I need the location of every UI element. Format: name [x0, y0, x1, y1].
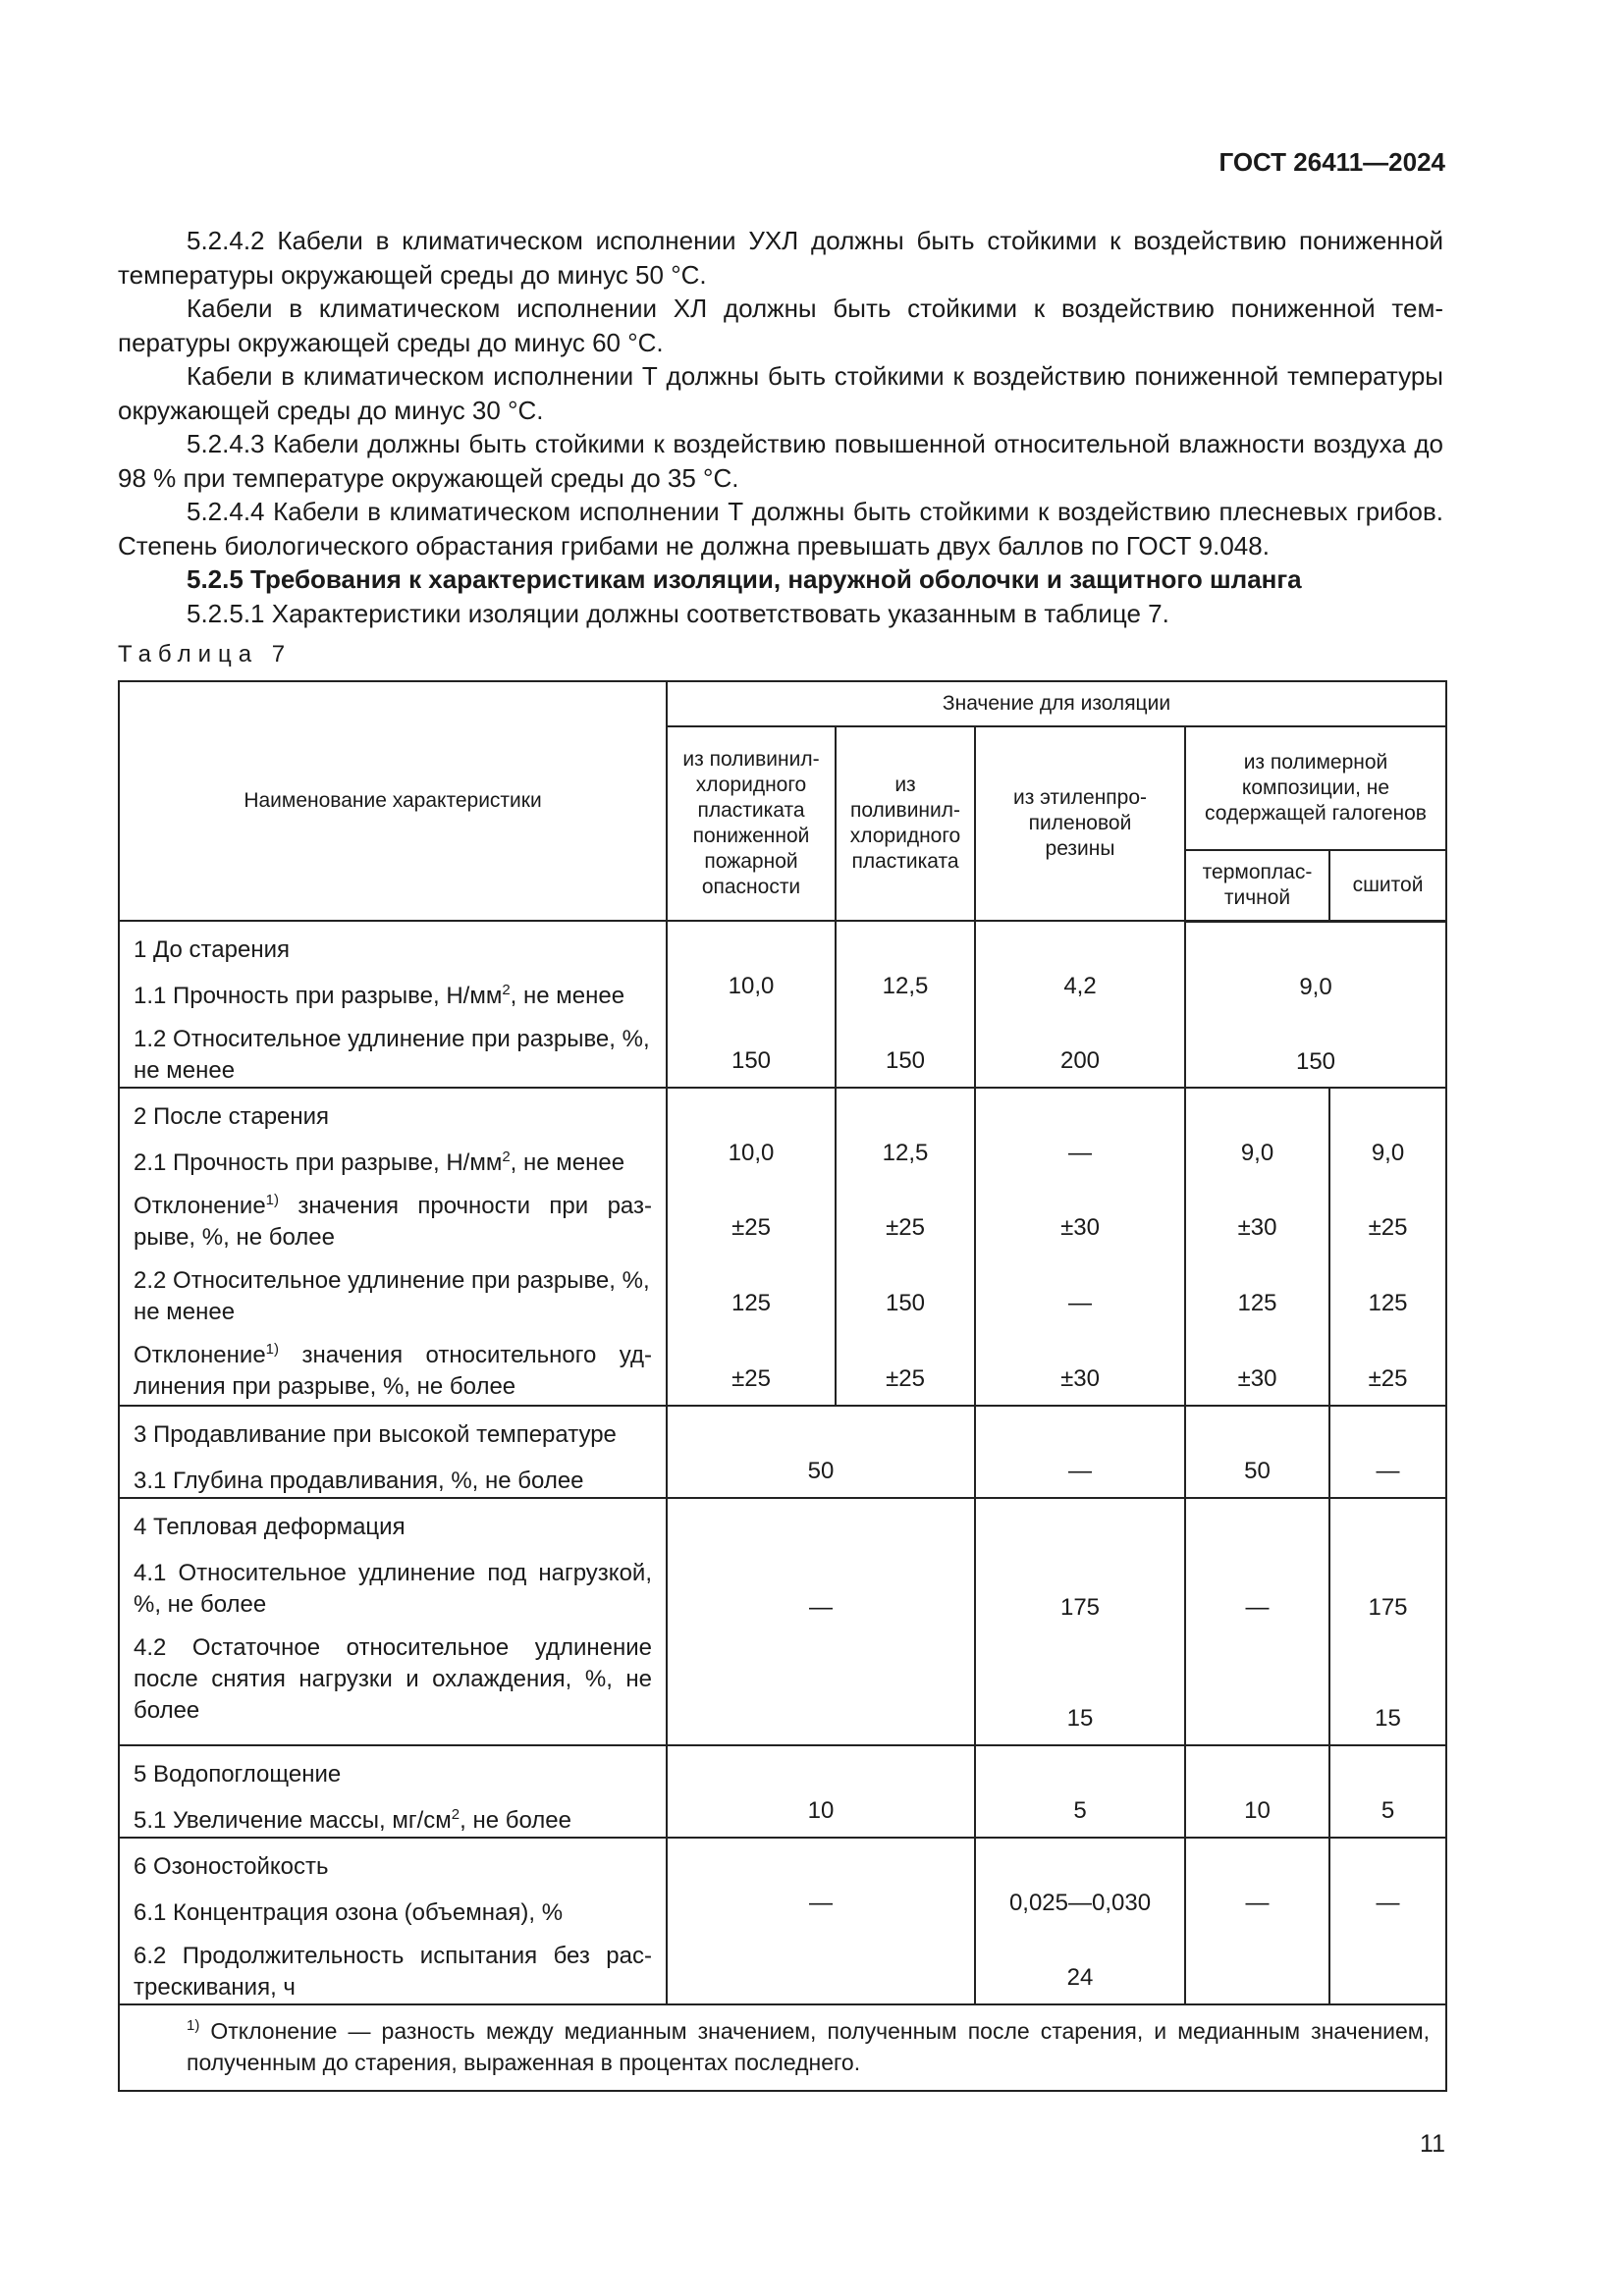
cell-value: 5 [1380, 1797, 1395, 1824]
cell-value: 15 [1375, 1705, 1401, 1732]
row-group-title: 6 Озоностойкость [134, 1853, 329, 1880]
cell-value: — [1376, 1890, 1400, 1916]
row-group-title: 3 Продавливание при высокой температуре [134, 1421, 617, 1448]
row-group-title: 4 Тепловая деформация [134, 1514, 406, 1540]
cell-value: ±25 [886, 1365, 925, 1392]
cell-value: 9,0 [1371, 1140, 1405, 1166]
cell-value: 50 [807, 1458, 835, 1484]
cell-value: 0,025—0,030 [1008, 1890, 1152, 1916]
cell-value: 10,0 [728, 1140, 775, 1166]
table-row [119, 1406, 1446, 1498]
paragraph: 5.2.4.2 Кабели в климатическом исполнении УХЛ должны быть стойкими к воздействию пониженной температуры окружающей среды до минус 50 °С. [118, 226, 1443, 290]
row-group-title: 2 После старения [134, 1103, 330, 1130]
cell-value: 10 [807, 1797, 835, 1824]
header-characteristic-name: Наименование характеристики [119, 681, 667, 921]
row-label: 4.2 Остаточное относительное удлинение после снятия нагрузки и охлаждения, %, не более [134, 1634, 652, 1724]
row-label: 1.1 Прочность при разрыве, $Н/мм^2$, не менее [134, 982, 625, 1009]
cell-value: 10,0 [728, 973, 775, 999]
cell-value: 4,2 [1063, 973, 1097, 999]
row-label: 2.2 Относительное удлинение при разрыве, %, не менее [134, 1267, 650, 1325]
header-col-halogen-free: из полимерной композиции, не содержащей галогенов [1185, 726, 1446, 850]
header-col-crosslinked: сшитой [1329, 850, 1446, 921]
paragraph: Кабели в климатическом исполнении Т должны быть стойкими к воздействию пониженной температуры окружающей среды до минус 30 °С. [118, 361, 1443, 425]
cell-value: 125 [1368, 1290, 1408, 1316]
row-label: 6.2 Продолжительность испытания без растрескивания, ч [134, 1943, 652, 2001]
cell-value: 10 [1244, 1797, 1271, 1824]
row-group-title: 5 Водопоглощение [134, 1761, 342, 1788]
cell-value: — [1376, 1458, 1400, 1484]
header-col-pvc-fire-retardant: из поливинилхлоридного пластиката пониженной пожарной опасности [667, 726, 836, 921]
cell-value: 150 [731, 1047, 772, 1074]
header-col-epr: из этиленпропиленовой резины [975, 726, 1185, 921]
document-code-header: ГОСТ 26411—2024 [1218, 147, 1445, 177]
paragraph: Кабели в климатическом исполнении ХЛ должны быть стойкими к воздействию пониженной температуры окружающей среды до минус 60 °С. [118, 294, 1443, 357]
cell-value: — [1068, 1458, 1092, 1484]
header-insulation-group: Значение для изоляции [667, 681, 1446, 726]
cell-value: ±30 [1237, 1214, 1277, 1241]
row-label: 1.2 Относительное удлинение при разрыве, %, не менее [134, 1026, 650, 1084]
table-row [119, 1088, 1446, 1406]
cell-value: 5 [1073, 1797, 1087, 1824]
table-row [119, 1838, 1446, 2004]
table-footnote: $^{1)}$ Отклонение — разность между медианным значением, полученным после старения, и медианным значением, полученным до старения, выраженная в процентах последнего. [119, 2004, 1446, 2091]
cell-value: ±30 [1237, 1365, 1277, 1392]
cell-value: — [1245, 1594, 1270, 1621]
table-row [119, 1745, 1446, 1838]
cell-value: 9,0 [1299, 973, 1332, 1000]
cell-value: ±30 [1060, 1214, 1100, 1241]
header-col-thermoplastic: термопластичной [1185, 850, 1329, 921]
row-label: 5.1 Увеличение массы, $мг/см^2$, не более [134, 1806, 571, 1834]
row-group-title: 1 До старения [134, 936, 290, 963]
cell-value: 175 [1059, 1594, 1101, 1621]
cell-value: 24 [1066, 1964, 1094, 1991]
cell-value: 125 [1237, 1290, 1277, 1316]
paragraph: 5.2.5.1 Характеристики изоляции должны соответствовать указанным в таблице 7. [187, 598, 1169, 628]
row-label: 4.1 Относительное удлинение под нагрузкой, %, не более [134, 1560, 652, 1618]
cell-value: 15 [1066, 1705, 1094, 1732]
cell-value: 150 [1295, 1047, 1336, 1075]
cell-value: ±25 [1368, 1214, 1408, 1241]
row-label: 3.1 Глубина продавливания, %, не более [134, 1468, 584, 1494]
cell-value: ±30 [1060, 1365, 1100, 1392]
cell-value: 125 [731, 1290, 772, 1316]
table-7 [118, 680, 1445, 2092]
row-label: Отклонение$^{1)}$ значения прочности при разрыве, %, не более [134, 1192, 652, 1251]
cell-value: — [1068, 1290, 1092, 1316]
row-label: 2.1 Прочность при разрыве, $Н/мм^2$, не менее [134, 1148, 625, 1176]
cell-value: 200 [1059, 1047, 1101, 1074]
row-label: Отклонение$^{1)}$ значения относительного удлинения при разрыве, %, не более [134, 1341, 652, 1400]
cell-value: 12,5 [882, 1140, 929, 1166]
cell-value: 150 [885, 1047, 926, 1074]
cell-value: — [809, 1890, 833, 1916]
row-label: 6.1 Концентрация озона (объемная), % [134, 1899, 564, 1926]
cell-value: 175 [1368, 1594, 1408, 1621]
cell-value: 12,5 [882, 973, 929, 999]
cell-value: ±25 [731, 1365, 771, 1392]
cell-value: — [809, 1594, 833, 1621]
paragraph: 5.2.4.4 Кабели в климатическом исполнении Т должны быть стойкими к воздействию плесневых грибов. Степень биологического обрастания грибами не должна превышать двух баллов по ГОСТ 9.048. [118, 497, 1443, 561]
cell-value: ±25 [731, 1214, 771, 1241]
paragraph: 5.2.4.3 Кабели должны быть стойкими к воздействию повышенной относительной влажности воздуха до 98 % при температуре окружающей среды до 35 °С. [118, 429, 1443, 493]
body-text [118, 224, 1443, 630]
cell-value: 150 [885, 1290, 926, 1316]
cell-value: — [1068, 1140, 1092, 1166]
table-footnote-row [119, 2004, 1446, 2091]
cell-value: — [1245, 1890, 1270, 1916]
page-number: 11 [1420, 2130, 1445, 2158]
table-row [119, 1498, 1446, 1745]
section-heading: 5.2.5 Требования к характеристикам изоляции, наружной оболочки и защитного шланга [187, 564, 1302, 594]
cell-value: ±25 [886, 1214, 925, 1241]
table-caption: Таблица 7 [118, 641, 293, 667]
cell-value: 50 [1244, 1458, 1271, 1484]
cell-value: 9,0 [1240, 1140, 1274, 1166]
cell-value: ±25 [1368, 1365, 1408, 1392]
header-col-pvc: из поливинилхлоридного пластиката [836, 726, 975, 921]
table-row [119, 921, 1446, 1088]
